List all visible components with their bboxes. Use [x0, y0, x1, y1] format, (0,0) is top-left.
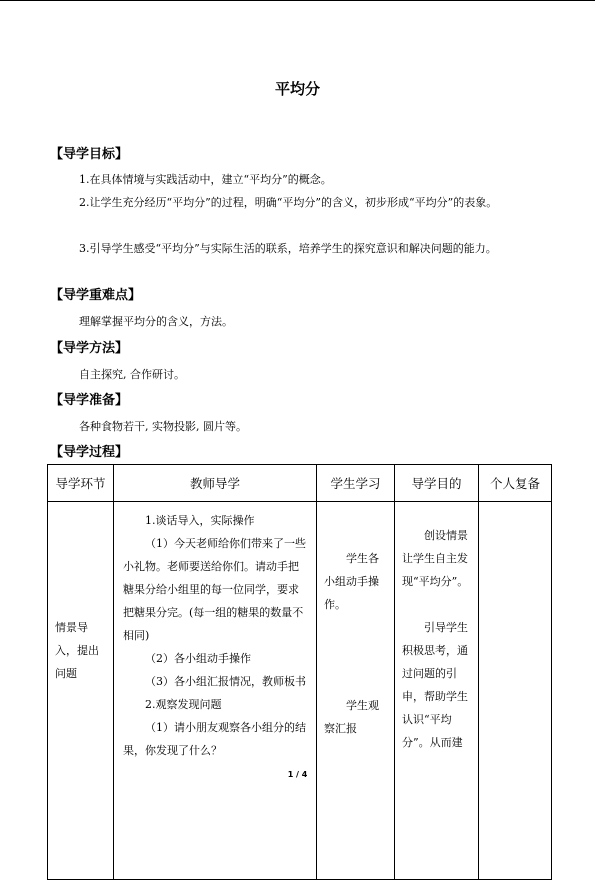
- header-student: 学生学习: [317, 465, 395, 502]
- table-header-row: [48, 465, 552, 502]
- prep-heading: 【导学准备】: [50, 393, 129, 408]
- student-cell: [317, 502, 395, 880]
- notes-cell: [479, 502, 552, 880]
- teacher-line-1: 1.谈话导入，实际操作: [145, 514, 255, 527]
- header-notes: 个人复备: [479, 465, 552, 502]
- teacher-line-5: 2.观察发现问题: [145, 698, 222, 711]
- keypoints-heading: 【导学重难点】: [50, 288, 142, 303]
- methods-heading: 【导学方法】: [50, 341, 129, 356]
- teacher-cell: [114, 502, 317, 880]
- goal-item-3: 3.引导学生感受“平均分”与实际生活的联系，培养学生的探究意识和解决问题的能力。: [79, 242, 497, 255]
- teacher-line-2: （1）今天老师给你们带来了一些小礼物。老师要送给你们。请动手把糖果分给小组里的每一位同学，要求把糖果分完。(每一组的糖果的数量不相同): [123, 537, 306, 642]
- page-title: 平均分: [274, 80, 320, 98]
- header-teacher: 教师导学: [114, 465, 317, 502]
- prep-text: 各种食物若干, 实物投影, 圆片等。: [79, 420, 247, 433]
- top-rule: [0, 0, 595, 1]
- goal-item-1: 1.在具体情境与实践活动中，建立“平均分”的概念。: [79, 173, 332, 186]
- notes-text: [480, 503, 550, 765]
- process-table: [47, 464, 552, 880]
- stage-cell: [48, 502, 114, 880]
- purpose-cell: [395, 502, 479, 880]
- teacher-line-6: （1）请小朋友观察各小组分的结果，你发现了什么？: [123, 721, 306, 757]
- stage-text: 情景导入，提出问题: [55, 621, 99, 680]
- purpose-line-1: 创设情景让学生自主发现“平均分”。: [402, 529, 469, 588]
- methods-text: 自主探究, 合作研讨。: [79, 368, 185, 381]
- teacher-line-3: （2）各小组动手操作: [145, 652, 251, 665]
- page-number: 1 / 4: [287, 770, 308, 779]
- header-stage: 导学环节: [48, 465, 114, 502]
- student-line-2: 学生观察汇报: [324, 699, 379, 735]
- process-heading: 【导学过程】: [50, 445, 129, 460]
- goals-heading: 【导学目标】: [50, 147, 129, 162]
- purpose-line-2: 引导学生积极思考，通过问题的引申，帮助学生认识“平均分”。从而建: [402, 621, 468, 749]
- goal-item-2: 2.让学生充分经历“平均分”的过程，明确“平均分”的含义，初步形成“平均分”的表象。: [79, 196, 498, 209]
- header-purpose: 导学目的: [395, 465, 479, 502]
- table-row: [48, 502, 552, 880]
- keypoints-text: 理解掌握平均分的含义，方法。: [79, 315, 233, 328]
- teacher-line-4: （3）各小组汇报情况，教师板书: [145, 675, 306, 688]
- student-line-1: 学生各小组动手操作。: [324, 552, 379, 611]
